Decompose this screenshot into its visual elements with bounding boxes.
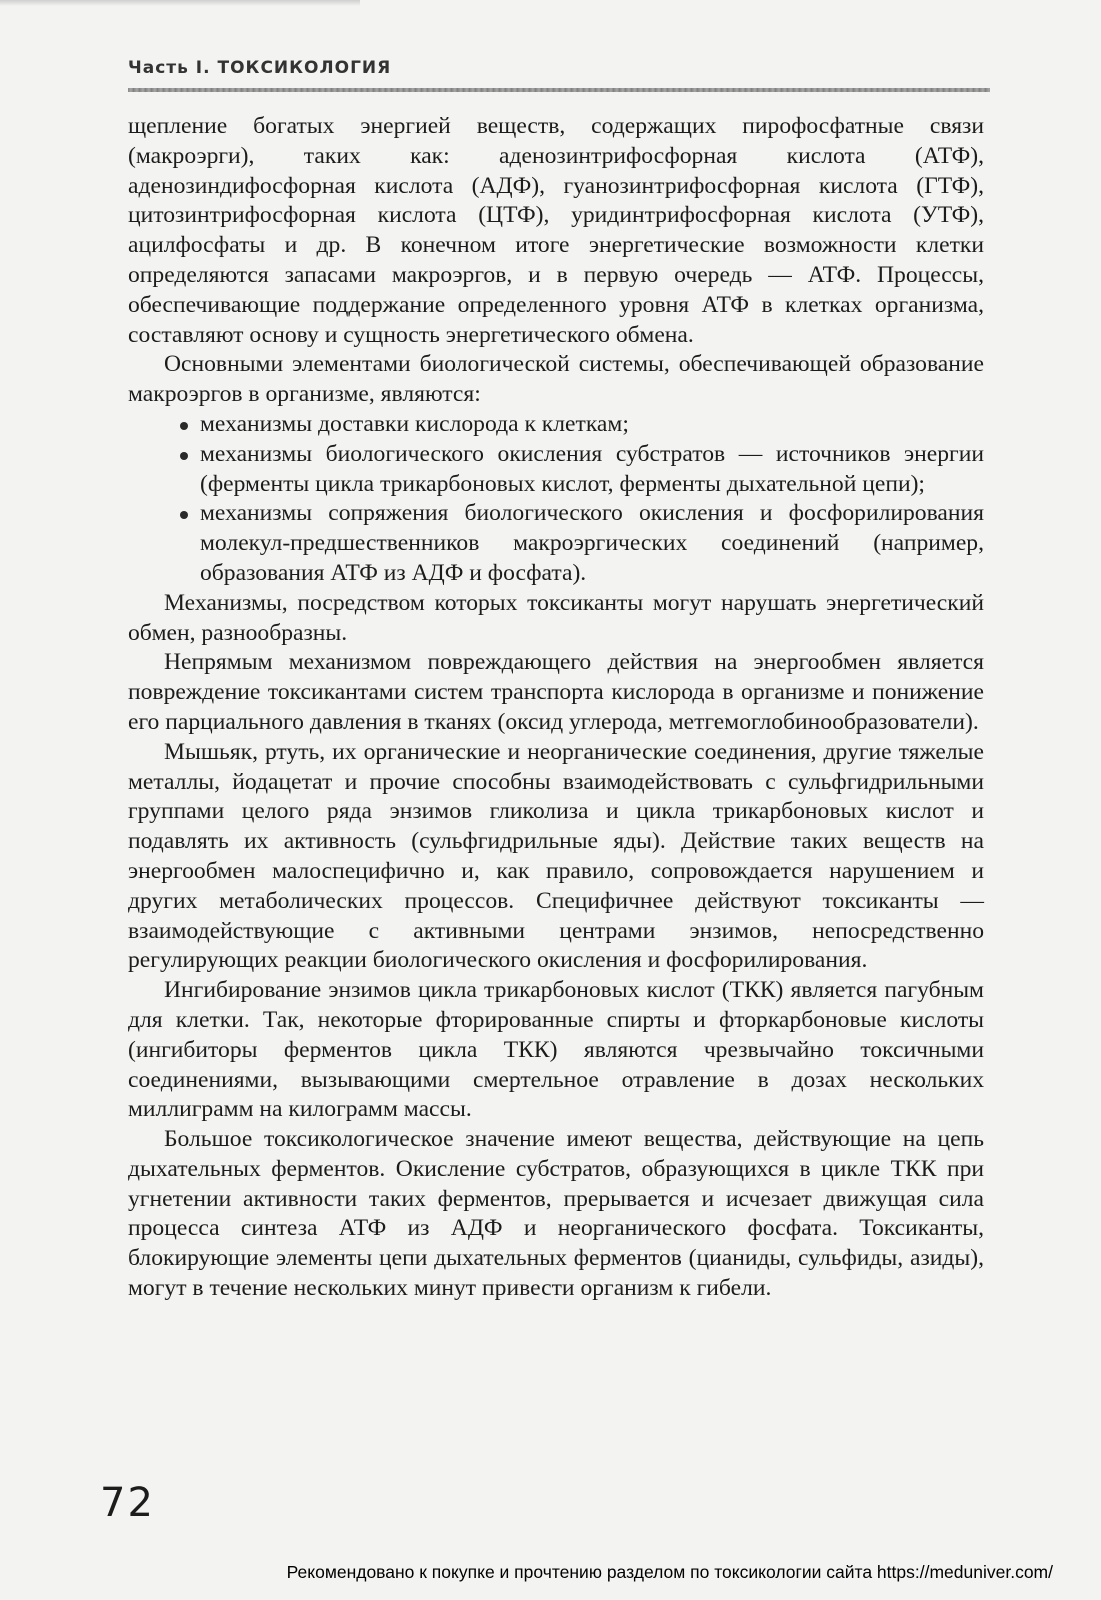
paragraph-4: Непрямым механизмом повреждающего действия на энергообмен является повреждение токсикантами систем транспорта кислорода в организме и понижение его парциального давления в тканях (оксид углерода, метгемоглобинообразователи). — [128, 649, 984, 735]
bullet-list — [128, 410, 984, 589]
bullet-icon — [180, 452, 188, 460]
bullet-item — [200, 410, 984, 440]
scan-edge-shadow — [0, 0, 360, 6]
bullet-item — [200, 499, 984, 588]
bullet-text: механизмы биологического окисления субстратов — источников энергии (ферменты цикла трикарбоновых кислот, ферменты дыхательной цепи); — [200, 440, 984, 497]
meduniver-recommendation-link[interactable]: Рекомендовано к покупке и прочтению разделом по токсикологии сайта https://meduniver.com/ — [286, 1562, 1053, 1582]
bullet-icon — [180, 511, 188, 519]
bullet-item — [200, 440, 984, 500]
page-number: 72 — [100, 1480, 155, 1526]
paragraph-3: Механизмы, посредством которых токсиканты могут нарушать энергетический обмен, разнообразны. — [128, 589, 984, 646]
page-body — [128, 112, 984, 1304]
bullet-text: механизмы доставки кислорода к клеткам; — [200, 410, 629, 437]
header-rule — [128, 88, 990, 92]
bullet-icon — [180, 422, 188, 430]
paragraph-6: Ингибирование энзимов цикла трикарбоновых кислот (ТКК) является пагубным для клетки. Так, некоторые фторированные спирты и фторкарбоновые кислоты (ингибиторы ферментов цикла ТКК) являются чрезвычайно токсичными соединениями, вызывающими смертельное отравление в дозах нескольких миллиграмм на килограмм массы. — [128, 977, 984, 1123]
running-head: Часть I. ТОКСИКОЛОГИЯ — [128, 58, 392, 78]
paragraph-2: Основными элементами биологической системы, обеспечивающей образование макроэргов в организме, являются: — [128, 351, 984, 408]
paragraph-5: Мышьяк, ртуть, их органические и неорганические соединения, другие тяжелые металлы, йодацетат и прочие способны взаимодействовать с сульфгидрильными группами целого ряда энзимов гликолиза и цикла трикарбоновых кислот и подавлять их активность (сульфгидрильные яды). Действие таких веществ на энергообмен малоспецифично и, как правило, сопровождается нарушением и других метаболических процессов. Специфичнее действуют токсиканты — взаимодействующие с активными центрами энзимов, непосредственно регулирующих реакции биологического окисления и фосфорилирования. — [128, 738, 984, 974]
paragraph-1: щепление богатых энергией веществ, содержащих пирофосфатные связи (макроэрги), таких как: аденозинтрифосфорная кислота (АТФ), аденозиндифосфорная кислота (АДФ), гуанозинтрифосфорная кислота (ГТФ), цитозинтрифосфорная кислота (ЦТФ), уридинтрифосфорная кислота (УТФ), ацилфосфаты и др. В конечном итоге энергетические возможности клетки определяются запасами макроэргов, и в первую очередь — АТФ. Процессы, обеспечивающие поддержание определенного уровня АТФ в клетках организма, составляют основу и сущность энергетического обмена. — [128, 113, 984, 348]
bullet-text: механизмы сопряжения биологического окисления и фосфорилирования молекул-предшественников макроэргических соединений (например, образования АТФ из АДФ и фосфата). — [200, 500, 984, 586]
paragraph-7: Большое токсикологическое значение имеют вещества, действующие на цепь дыхательных ферментов. Окисление субстратов, образующихся в цикле ТКК при угнетении активности таких ферментов, прерывается и исчезает движущая сила процесса синтеза АТФ из АДФ и неорганического фосфата. Токсиканты, блокирующие элементы цепи дыхательных ферментов (цианиды, сульфиды, азиды), могут в течение нескольких минут привести организм к гибели. — [128, 1126, 984, 1302]
